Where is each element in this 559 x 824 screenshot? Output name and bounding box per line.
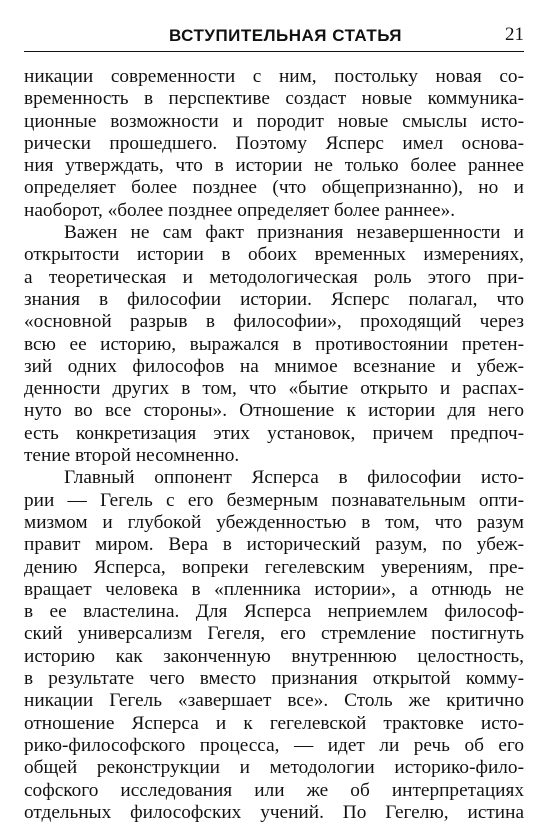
text-line: историю как законченную внутреннюю целостность, [24, 645, 524, 667]
text-line: знания в философии истории. Ясперс полагал, что [24, 288, 524, 310]
text-line: Важен не сам факт признания незавершенности и [64, 222, 524, 244]
text-line: Главный оппонент Ясперса в философии исто- [64, 467, 524, 489]
text-line: никации современности с ним, постольку новая со- [24, 66, 524, 87]
paragraph-3 [24, 467, 524, 824]
text-line: дению Ясперса, вопреки гегелевским уверениям, пре- [24, 556, 524, 578]
text-line: тение второй несомненно. [24, 445, 240, 467]
text-line: определяет более позднее (что общепризнанно), но и [24, 177, 524, 199]
text-line: в ее властелина. Для Ясперса неприемлем философ- [24, 601, 524, 623]
text-line: рии — Гегель с его безмерным познавательным опти- [24, 489, 524, 511]
text-line: вращает человека в «пленника истории», а отнюдь не [24, 578, 524, 600]
text-line: ния утверждать, что в истории не только более раннее [24, 155, 524, 177]
text-line: отдельных философских учений. По Гегелю, истина [24, 801, 524, 823]
body-text [24, 66, 524, 824]
page-header [24, 18, 524, 52]
text-line: софского исследования или же об интерпретациях [24, 779, 524, 801]
text-line: правит миром. Вера в исторический разум, по убеж- [24, 534, 524, 556]
text-line: открытости истории в обоих временных измерениях, [24, 244, 524, 266]
text-line: нуто во все стороны». Отношение к истории для него [24, 400, 524, 422]
running-head: ВСТУПИТЕЛЬНАЯ СТАТЬЯ [169, 26, 403, 45]
text-line: а теоретическая и методологическая роль этого при- [24, 266, 524, 288]
text-line: «основной разрыв в философии», проходящий через [24, 311, 524, 333]
text-line: в результате чего вместо признания открытой комму- [24, 668, 524, 690]
header-rule [24, 51, 524, 52]
text-line: мизмом и глубокой убежденностью в том, что разум [24, 511, 524, 533]
text-line: ский универсализм Гегеля, его стремление постигнуть [24, 623, 524, 645]
text-line: никации Гегель «завершает все». Столь же критично [24, 690, 524, 712]
text-line: общей реконструкции и методологии историко-фило- [24, 757, 524, 779]
text-line: денности других в том, что «бытие открыто и распах- [24, 378, 524, 400]
page-number: 21 [505, 24, 524, 45]
text-line: зий одних философов на мнимое всезнание и убеж- [24, 355, 524, 377]
text-line: отношение Ясперса и к гегелевской трактовке исто- [24, 712, 524, 734]
text-line: есть конкретизация этих установок, причем предпоч- [24, 422, 524, 444]
text-line: временность в перспективе создаст новые коммуника- [24, 88, 524, 110]
paragraph-2 [24, 222, 524, 467]
text-line: ционные возможности и породит новые смыслы исто- [24, 110, 524, 132]
text-line: наоборот, «более позднее определяет более раннее». [24, 199, 456, 221]
text-line: рико-философского процесса, — идет ли речь об его [24, 734, 524, 756]
text-line: рически прошедшего. Поэтому Ясперс имел основа- [24, 132, 524, 154]
paragraph-1 [24, 66, 524, 222]
text-line: всю ее историю, выражался в противостоянии претен- [24, 333, 524, 355]
